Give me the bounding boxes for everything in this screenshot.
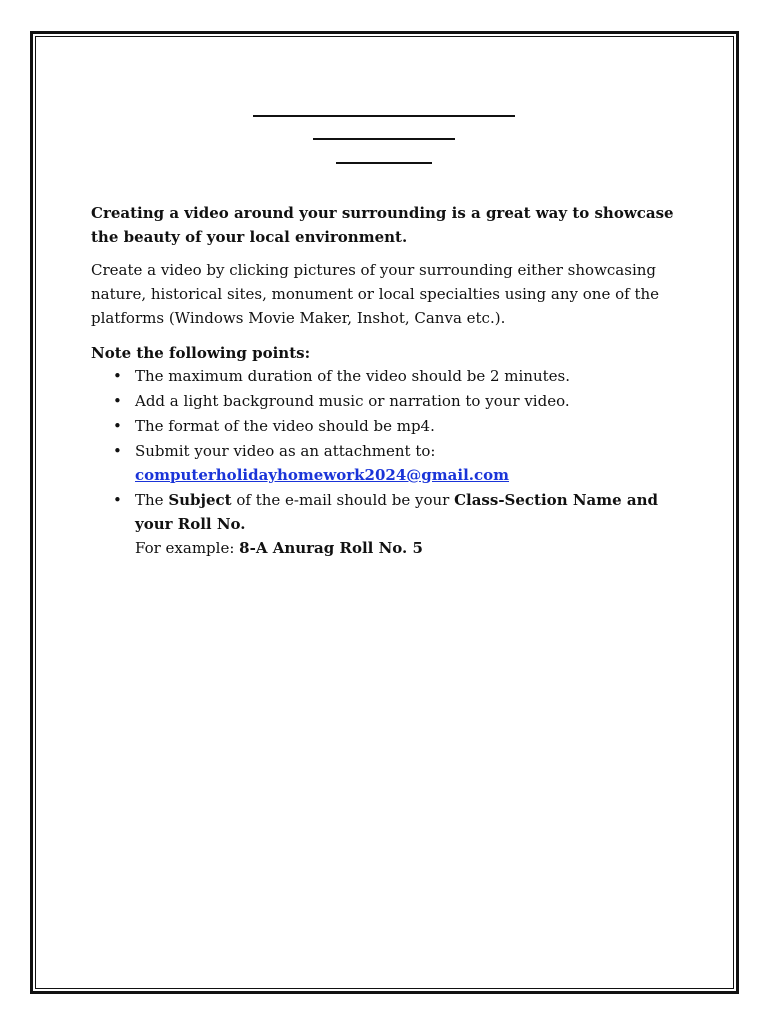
title-underline-blank (253, 115, 515, 117)
point-text: The maximum duration of the video should be 2 minutes. (135, 367, 570, 385)
point-text: Submit your video as an attachment to: (135, 442, 436, 460)
list-item (91, 488, 691, 560)
subject-label: Subject (168, 491, 232, 509)
bullet-icon: • (113, 417, 122, 435)
bullet-icon: • (113, 392, 122, 410)
email-link[interactable]: computerholidayhomework2024@gmail.com (135, 466, 510, 484)
list-item (91, 414, 691, 438)
document-body (91, 201, 691, 561)
intro-paragraph: Creating a video around your surrounding is a great way to showcase the beauty of your local environment. (91, 204, 674, 246)
heading-underline-blank (336, 162, 432, 164)
list-item (91, 364, 691, 388)
points-list (91, 364, 691, 560)
bullet-icon: • (113, 367, 122, 385)
subject-prefix: The (135, 491, 169, 509)
subject-format: Class-Section Name and your Roll No. (135, 491, 658, 533)
point-text: Add a light background music or narration to your video. (135, 392, 570, 410)
subject-middle: of the e-mail should be your (231, 491, 455, 509)
note-heading: Note the following points: (91, 344, 311, 362)
example-value: 8-A Anurag Roll No. 5 (239, 539, 423, 557)
bullet-icon: • (113, 442, 122, 460)
bullet-icon: • (113, 491, 122, 509)
description-paragraph: Create a video by clicking pictures of your surrounding either showcasing nature, historical sites, monument or local specialties using any one of the platforms (Windows Movie Maker, Inshot, Canva etc.). (91, 261, 660, 327)
example-label: For example: (135, 539, 240, 557)
list-item (91, 389, 691, 413)
point-text: The format of the video should be mp4. (135, 417, 435, 435)
list-item (91, 439, 691, 487)
subtitle-underline-blank (313, 138, 455, 140)
